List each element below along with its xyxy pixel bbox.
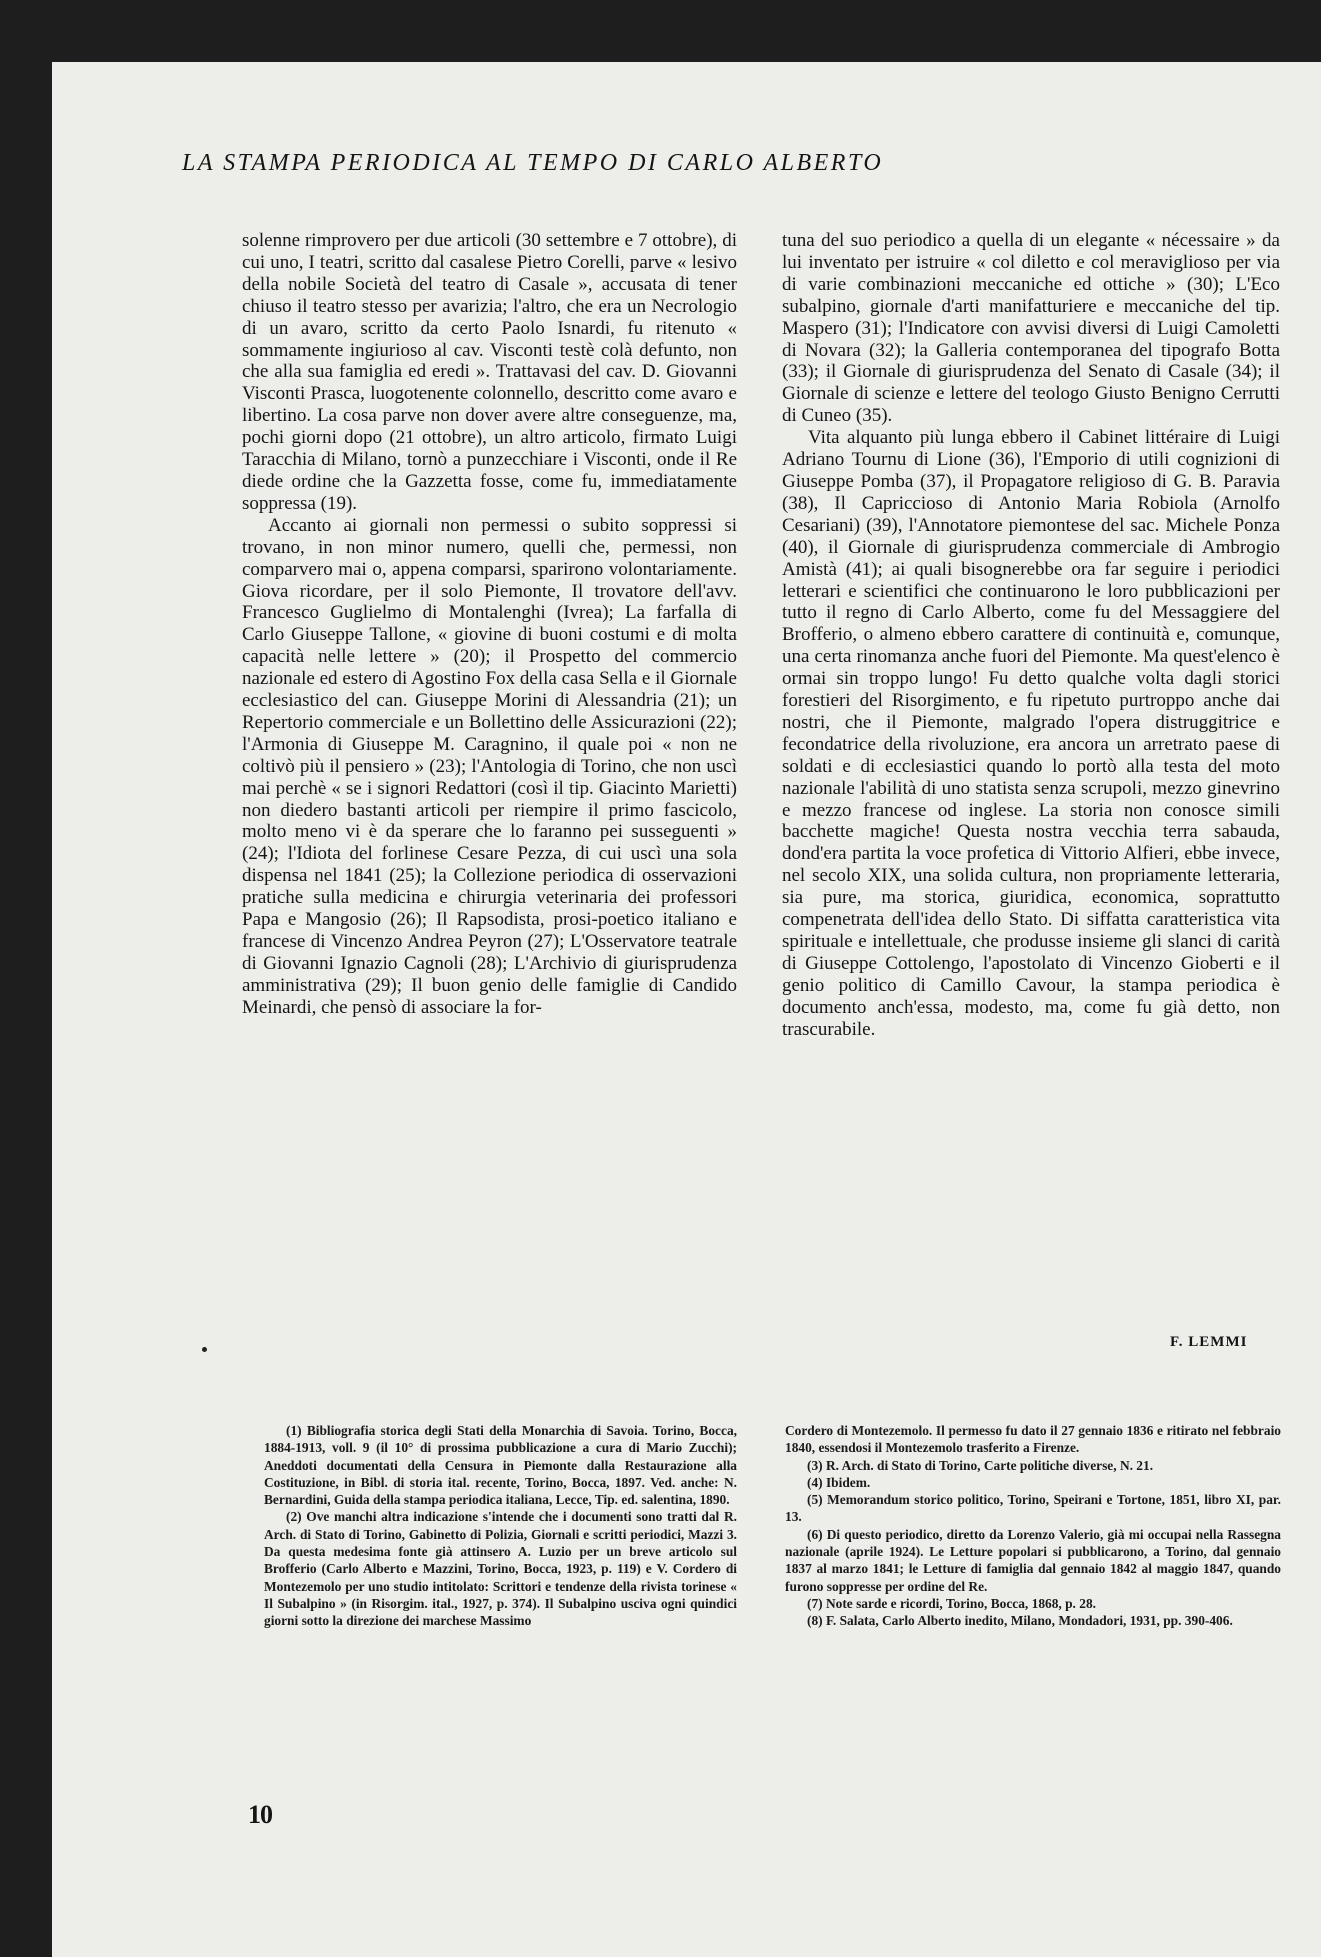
footnotes-right (785, 1422, 1281, 1630)
footnote: (7) Note sarde e ricordi, Torino, Bocca, 1868, p. 28. (807, 1595, 1096, 1611)
margin-mark (202, 1347, 207, 1352)
page-number: 10 (248, 1800, 272, 1829)
footnote: (8) F. Salata, Carlo Alberto inedito, Milano, Mondadori, 1931, pp. 390-406. (807, 1613, 1233, 1629)
footnote: (5) Memorandum storico politico, Torino, Speirani e Tortone, 1851, libro XI, par. 13. (785, 1492, 1281, 1525)
footnote: (6) Di questo periodico, diretto da Lorenzo Valerio, già mi occupai nella Rassegna nazionale (aprile 1924). Le Letture popolari si pubblicarono, a Torino, dal gennaio 1837 al marzo 1841; le Letture di famiglia dal gennaio 1842 al maggio 1847, quando furono soppresse per ordine del Re. (785, 1526, 1281, 1594)
right-text-column (782, 230, 1280, 1041)
document-page (52, 62, 1321, 1957)
left-text-column (242, 230, 737, 1019)
paragraph: Vita alquanto più lunga ebbero il Cabinet littéraire di Luigi Adriano Tournu di Lione (36), l'Emporio di utili cognizioni di Giuseppe Pomba (37), il Propagatore religioso di G. B. Paravia (38), Il Capriccioso di Antonio Maria Robiola (Arnolfo Cesariani) (39), l'Annotatore piemontese del sac. Michele Ponza (40), il Giornale di giurisprudenza commerciale di Ambrogio Amistà (41); ai quali bisognerebbe ora far seguire i periodici letterari e scientifici che continuarono le loro pubblicazioni per tutto il regno di Carlo Alberto, come fu del Messaggiere del Brofferio, o almeno ebbero carattere di continuità e, comunque, una certa rinomanza anche fuori del Piemonte. Ma quest'elenco è ormai sin troppo lungo! Fu detto qualche volta dagli storici forestieri del Risorgimento, e fu ripetuto purtroppo anche dai nostri, che il Piemonte, malgrado l'opera distruggitrice e fecondatrice della rivoluzione, era ancora un arretrato paese di soldati e di ecclesiastici quando lo portò alla testa del moto nazionale l'abilità di uno statista senza scrupoli, mezzo ginevrino e mezzo francese od inglese. La storia non conosce simili bacchette magiche! Questa nostra vecchia terra sabauda, dond'era partita la voce profetica di Vittorio Alfieri, ebbe invece, nel secolo XIX, una solida cultura, non propriamente letteraria, sia pure, ma storica, giuridica, economica, soprattutto compenetrata dell'idea dello Stato. Di siffatta caratteristica vita spirituale e intellettuale, che produsse insieme gli slanci di carità di Giuseppe Cottolengo, l'apostolato di Vincenzo Gioberti e il genio politico di Camillo Cavour, la stampa periodica è documento anch'essa, modesto, ma, come fu già detto, non trascurabile. (782, 427, 1280, 1040)
footnote: (4) Ibidem. (807, 1474, 871, 1490)
footnote: (3) R. Arch. di Stato di Torino, Carte politiche diverse, N. 21. (807, 1457, 1154, 1473)
paragraph: tuna del suo periodico a quella di un elegante « nécessaire » da lui inventato per istruire « col diletto e col meraviglioso per via di varie combinazioni meccaniche ed ottiche » (30); L'Eco subalpino, giornale d'arti manifatturiere e meccaniche del tip. Maspero (31); l'Indicatore con avvisi diversi di Luigi Camoletti di Novara (32); la Galleria contemporanea del tipografo Botta (33); il Giornale di giurisprudenza del Senato di Casale (34); il Giornale di scienze e lettere del teologo Giusto Benigno Cerrutti di Cuneo (35). (782, 230, 1280, 427)
footnotes-left (264, 1422, 737, 1630)
paragraph: solenne rimprovero per due articoli (30 settembre e 7 ottobre), di cui uno, I teatri, scritto dal casalese Pietro Corelli, parve « lesivo della nobile Società del teatro di Casale », accusata di tener chiuso il teatro stesso per avarizia; l'altro, che era un Necrologio di un avaro, scritto da certo Paolo Isnardi, fu ritenuto « sommamente ingiurioso al cav. Visconti testè colà defunto, non che alla sua famiglia ed eredi ». Trattavasi del cav. D. Giovanni Visconti Prasca, luogotenente colonnello, descritto come avaro e libertino. La cosa parve non dover avere altre conseguenze, ma, pochi giorni dopo (21 ottobre), un altro articolo, firmato Luigi Taracchia di Milano, tornò a punzecchiare i Visconti, onde il Re diede ordine che la Gazzetta fosse, come fu, immediatamente soppressa (19). (242, 230, 737, 514)
footnote: (1) Bibliografia storica degli Stati della Monarchia di Savoia. Torino, Bocca, 1884-1913, voll. 9 (il 10° di prossima pubblicazione a cura di Mario Zucchi); Aneddoti documentati della Censura in Piemonte dalla Restaurazione alla Costituzione, in Bibl. di storia ital. recente, Torino, Bocca, 1897. Ved. anche: N. Bernardini, Guida della stampa periodica italiana, Lecce, Tip. ed. salentina, 1890. (264, 1423, 737, 1508)
running-title: LA STAMPA PERIODICA AL TEMPO DI CARLO ALBERTO (182, 150, 884, 176)
author-signature: F. LEMMI (1170, 1334, 1248, 1350)
paragraph: Accanto ai giornali non permessi o subito soppressi si trovano, in non minor numero, quelli che, permessi, non comparvero mai o, appena comparsi, sparirono volontariamente. Giova ricordare, per il solo Piemonte, Il trovatore dell'avv. Francesco Guglielmo di Montalenghi (Ivrea); La farfalla di Carlo Giuseppe Tallone, « giovine di buoni costumi e di molta capacità nelle lettere » (20); il Prospetto del commercio nazionale ed estero di Agostino Fox della casa Sella e il Giornale ecclesiastico del can. Giuseppe Morini di Alessandria (21); un Repertorio commerciale e un Bollettino delle Assicurazioni (22); l'Armonia di Giuseppe M. Caragnino, il quale poi « non ne coltivò più il pensiero » (23); l'Antologia di Torino, che non uscì mai perchè « se i signori Redattori (così il tip. Giacinto Marietti) non diedero bastanti articoli per riempire il primo fascicolo, molto meno vi è da sperare che lo faranno pei susseguenti » (24); l'Idiota del forlinese Cesare Pezza, di cui uscì una sola dispensa nel 1841 (25); la Collezione periodica di osservazioni pratiche sulla medicina e chirurgia veterinaria dei professori Papa e Mangosio (26); Il Rapsodista, prosi-poetico italiano e francese di Vincenzo Andrea Peyron (27); L'Osservatore teatrale di Giovanni Ignazio Cagnoli (28); L'Archivio di giurisprudenza amministrativa (29); Il buon genio delle famiglie di Candido Meinardi, che pensò di associare la for- (242, 514, 737, 1018)
footnote: (2) Ove manchi altra indicazione s'intende che i documenti sono tratti dal R. Arch. di Stato di Torino, Gabinetto di Polizia, Giornali e scritti periodici, Mazzi 3. Da questa medesima fonte già attinsero A. Luzio per un breve articolo sul Brofferio (Carlo Alberto e Mazzini, Torino, Bocca, 1923, p. 119) e V. Cordero di Montezemolo per uno studio intitolato: Scrittori e tendenze della rivista torinese « Il Subalpino » (in Risorgim. ital., 1927, p. 374). Il Subalpino usciva ogni quindici giorni sotto la direzione dei marchese Massimo (264, 1509, 737, 1629)
footnote: Cordero di Montezemolo. Il permesso fu dato il 27 gennaio 1836 e ritirato nel febbraio 1840, essendosi il Montezemolo trasferito a Firenze. (785, 1423, 1281, 1456)
